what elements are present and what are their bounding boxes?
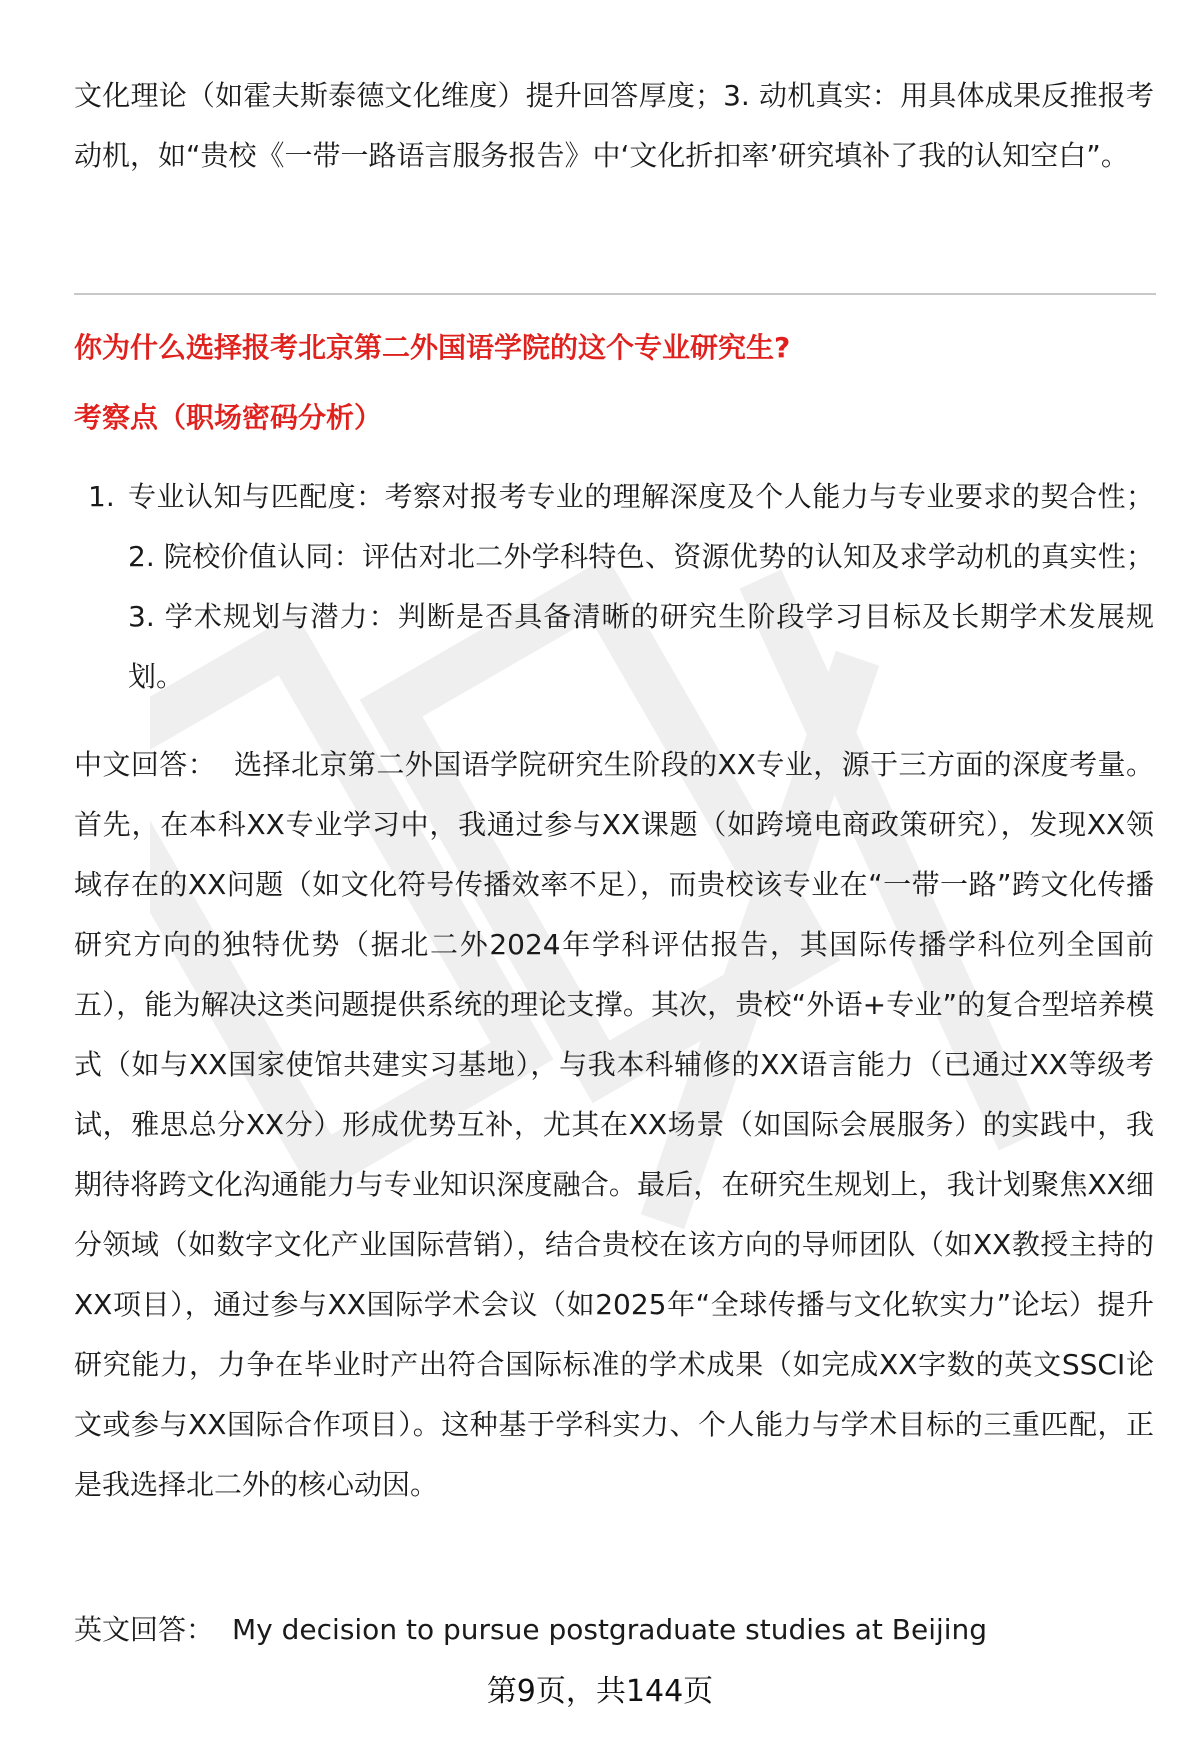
assessment-points-list bbox=[74, 467, 1154, 707]
points-heading: 考察点（职场密码分析） bbox=[74, 401, 383, 434]
list-marker: 1. bbox=[88, 480, 115, 513]
question-title: 你为什么选择报考北京第二外国语学院的这个专业研究生? bbox=[74, 331, 791, 364]
intro-paragraph: 文化理论（如霍夫斯泰德文化维度）提升回答厚度；3. 动机真实：用具体成果反推报考动机，如“贵校《一带一路语言服务报告》中‘文化折扣率’研究填补了我的认知空白”。 bbox=[74, 79, 1154, 172]
english-answer-paragraph bbox=[74, 1600, 1154, 1660]
chinese-answer-label: 中文回答： bbox=[74, 748, 217, 781]
chinese-answer-text: 选择北京第二外国语学院研究生阶段的XX专业，源于三方面的深度考量。首先，在本科XX专业学习中，我通过参与XX课题（如跨境电商政策研究），发现XX领域存在的XX问题（如文化符号传播效率不足），而贵校该专业在“一带一路”跨文化传播研究方向的独特优势（据北二外2024年学科评估报告，其国际传播学科位列全国前五），能为解决这类问题提供系统的理论支撑。其次，贵校“外语+专业”的复合型培养模式（如与XX国家使馆共建实习基地），与我本科辅修的XX语言能力（已通过XX等级考试，雅思总分XX分）形成优势互补，尤其在XX场景（如国际会展服务）的实践中，我期待将跨文化沟通能力与专业知识深度融合。最后，在研究生规划上，我计划聚焦XX细分领域（如数字文化产业国际营销），结合贵校在该方向的导师团队（如XX教授主持的XX项目），通过参与XX国际学术会议（如2025年“全球传播与文化软实力”论坛）提升研究能力，力争在毕业时产出符合国际标准的学术成果（如完成XX字数的英文SSCI论文或参与XX国际合作项目）。这种基于学科实力、个人能力与学术目标的三重匹配，正是我选择北二外的核心动因。 bbox=[74, 748, 1154, 1501]
list-item bbox=[74, 467, 1154, 707]
section-divider bbox=[74, 293, 1156, 295]
english-answer-label: 英文回答： bbox=[74, 1613, 215, 1646]
list-item-text: 专业认知与匹配度：考察对报考专业的理解深度及个人能力与专业要求的契合性；2. 院校价值认同：评估对北二外学科特色、资源优势的认知及求学动机的真实性；3. 学术规划与潜力：判断是否具备清晰的研究生阶段学习目标及长期学术发展规划。 bbox=[128, 480, 1154, 693]
page-number: 第9页，共144页 bbox=[486, 1674, 714, 1709]
english-answer-text: My decision to pursue postgraduate studies at Beijing bbox=[232, 1613, 988, 1646]
chinese-answer-paragraph bbox=[74, 735, 1154, 1515]
